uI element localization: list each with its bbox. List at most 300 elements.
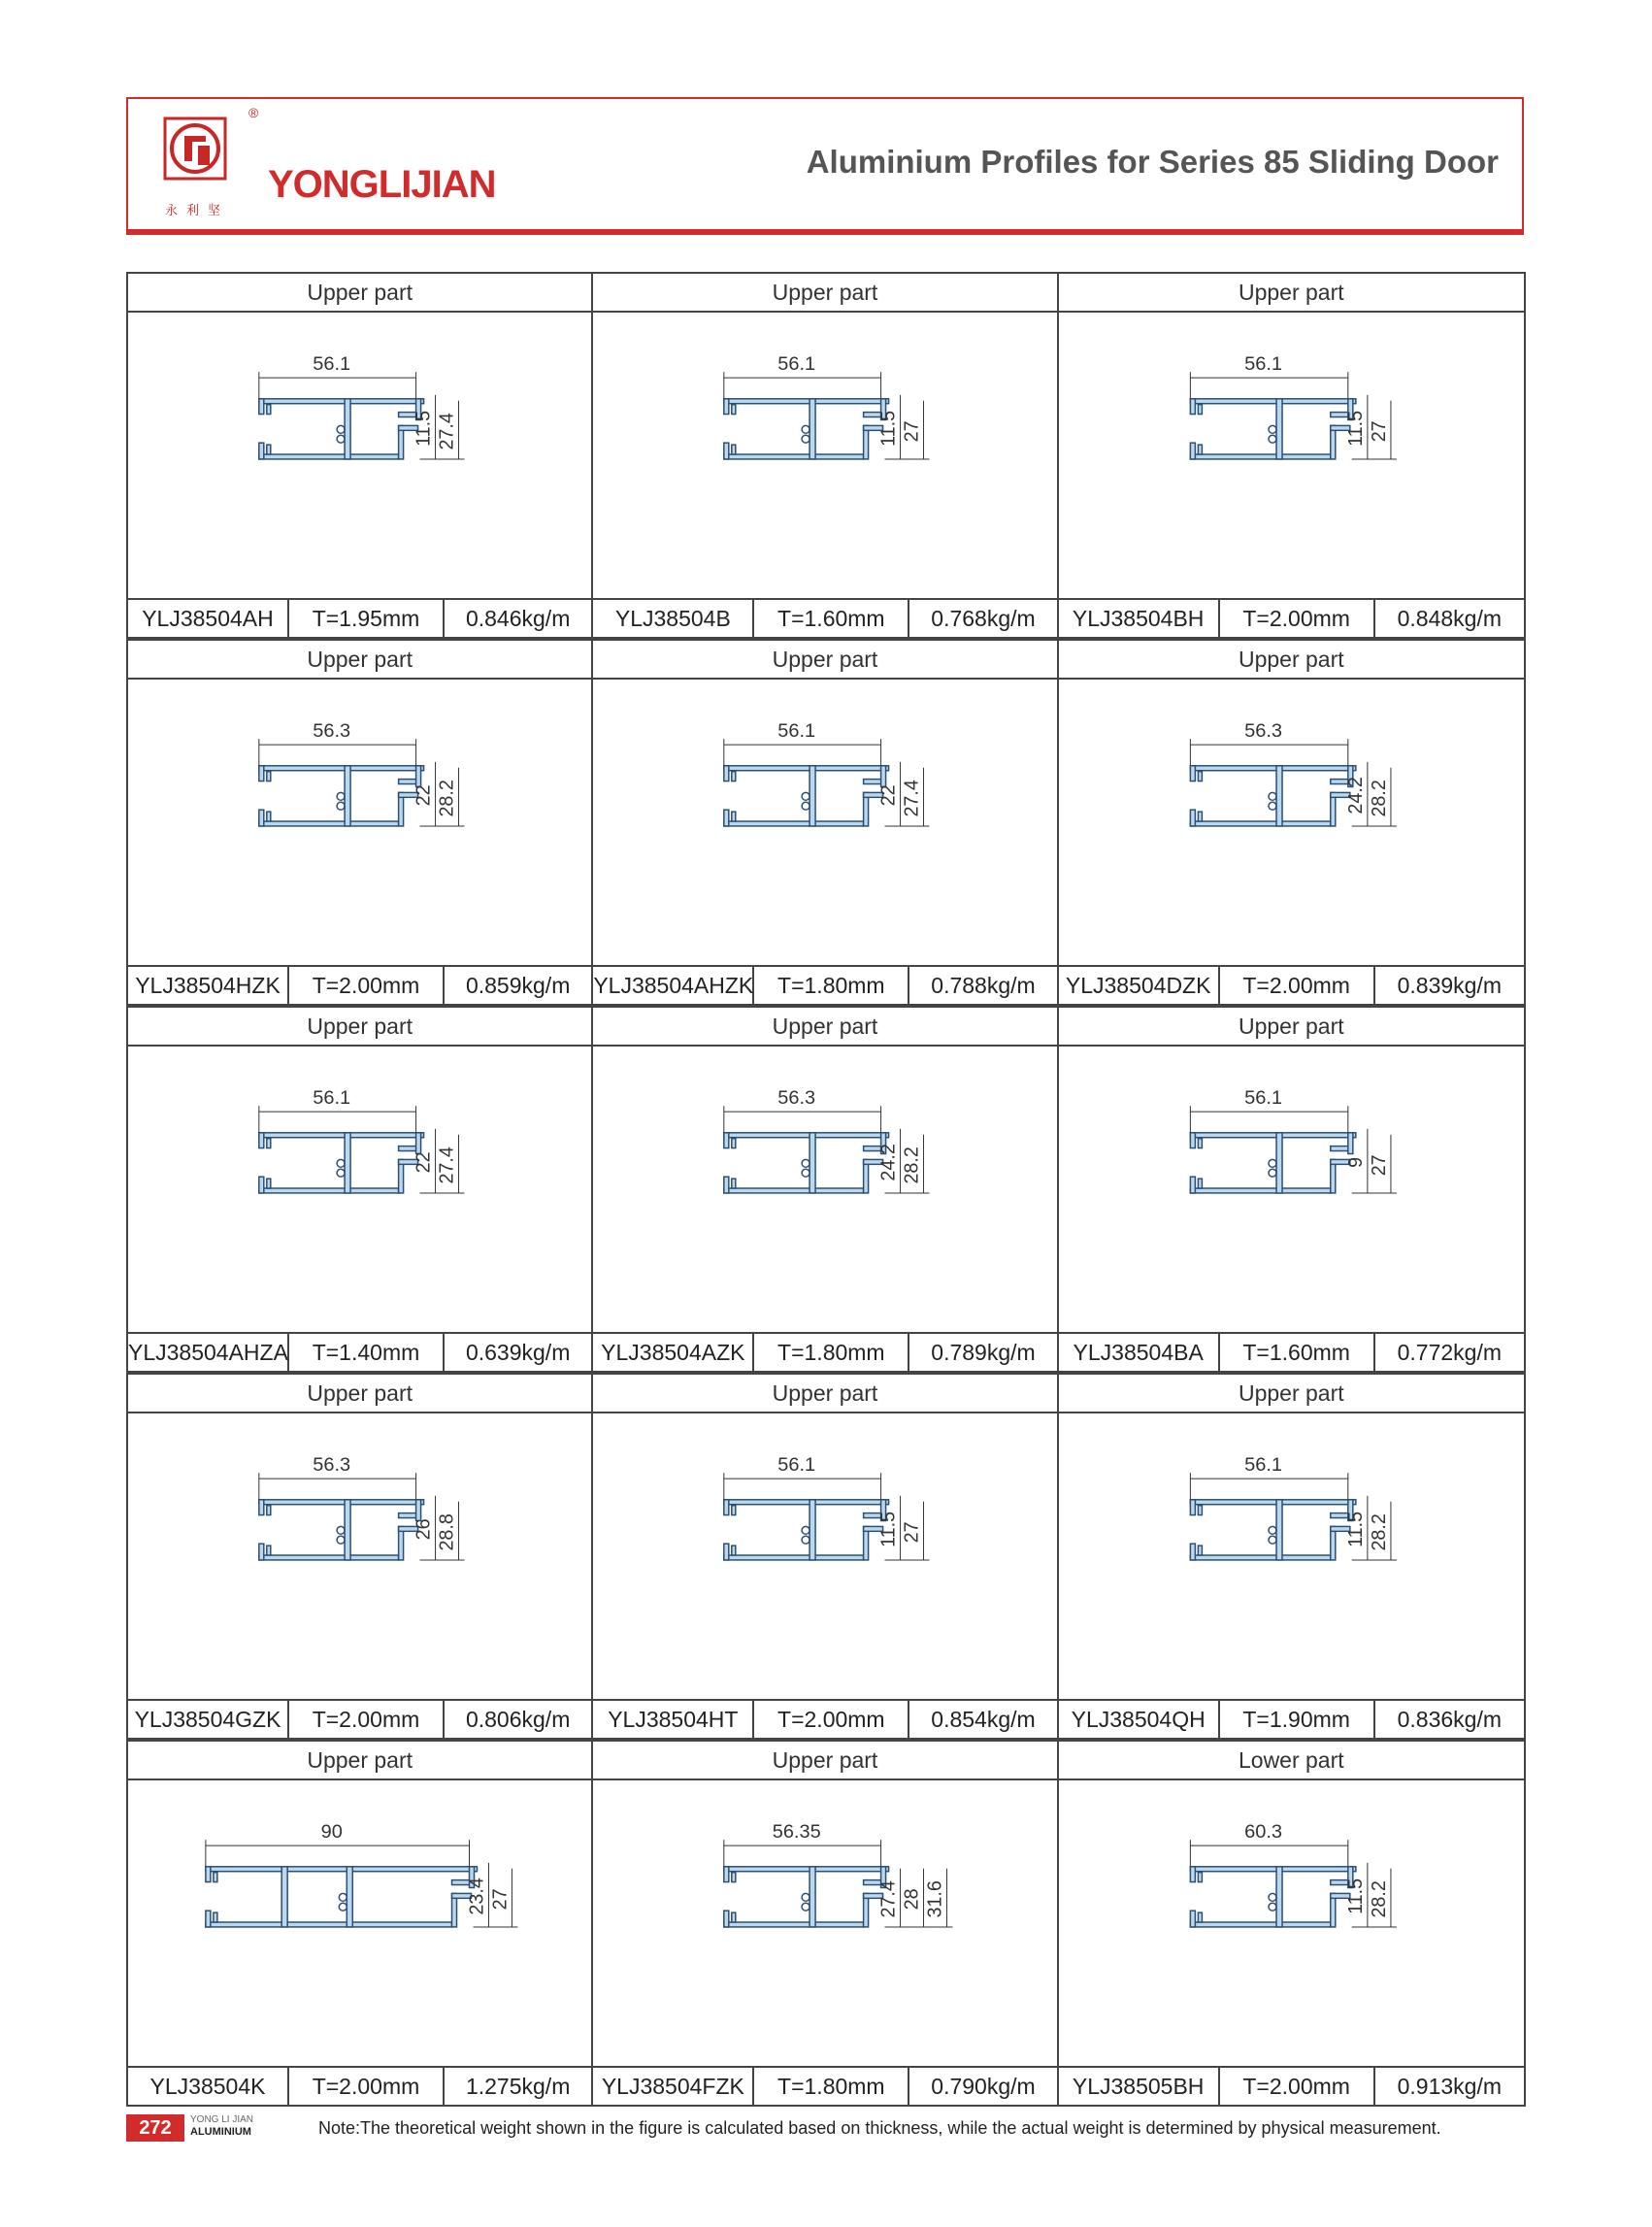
profile-part-label: Upper part	[128, 1008, 591, 1047]
profile-code: YLJ38504DZK	[1059, 967, 1220, 1004]
dimension-width-label: 56.1	[777, 720, 816, 743]
profile-left-lip-bottom	[267, 1546, 271, 1555]
profile-screw-port	[802, 1169, 809, 1177]
profile-code: YLJ38504AZK	[593, 1334, 754, 1371]
profile-top-flange	[1190, 1867, 1355, 1872]
profile-left-lip-bottom	[214, 1912, 217, 1922]
profile-weight: 0.859kg/m	[465, 973, 571, 998]
profile-left-hook-top	[1190, 399, 1195, 415]
profile-row	[126, 1006, 1526, 1373]
dimension-width-label: 56.1	[313, 353, 351, 376]
profile-bottom-flange	[1190, 821, 1330, 826]
profile-code: YLJ38504QH	[1059, 1701, 1220, 1738]
profile-left-lip-bottom	[1198, 1179, 1202, 1188]
dimension-height-label: 27	[1368, 420, 1390, 443]
profile-weight: 0.839kg/m	[1397, 973, 1503, 998]
profile-left-hook-top	[206, 1867, 211, 1882]
profile-card	[593, 1375, 1058, 1738]
profile-bottom-flange	[1190, 1188, 1330, 1193]
profile-screw-port	[1269, 1893, 1276, 1901]
profile-left-lip-top	[732, 772, 736, 781]
profile-spec-row	[1059, 598, 1524, 637]
profile-spec-row	[128, 1332, 591, 1371]
profile-left-lip-bottom	[267, 812, 271, 821]
profile-left-hook-top	[1190, 1133, 1195, 1148]
profile-section-diagram	[593, 680, 1056, 965]
profile-code: YLJ38504GZK	[128, 1701, 289, 1738]
dimension-height-label: 31.6	[924, 1880, 946, 1918]
page-header	[126, 97, 1524, 235]
profile-weight: 0.836kg/m	[1397, 1707, 1503, 1732]
profile-thickness: T=1.80mm	[754, 967, 909, 1004]
brand-chinese: 永利坚	[165, 204, 230, 218]
dimension-height-label: 27	[901, 420, 923, 443]
profile-spec-row	[1059, 1332, 1524, 1371]
profile-top-flange	[1190, 1133, 1355, 1138]
profile-part-label: Upper part	[593, 1742, 1056, 1780]
profile-section-diagram	[593, 1780, 1056, 2066]
profile-left-lip-top	[267, 405, 271, 415]
profile-section-diagram	[1059, 1413, 1524, 1699]
profile-code: YLJ38504BA	[1059, 1334, 1220, 1371]
profile-card	[128, 1008, 593, 1371]
footer-brand-sub: ALUMINIUM	[190, 2126, 251, 2138]
profile-left-hook-top	[724, 766, 729, 781]
profile-section-diagram	[1059, 1047, 1524, 1332]
profile-drawing	[593, 1047, 1056, 1332]
profile-left-lip-bottom	[732, 1546, 736, 1555]
profile-drawing	[128, 1413, 591, 1699]
dimension-height-label: 9	[1344, 1156, 1367, 1168]
dimension-width-label: 56.1	[1243, 353, 1282, 376]
profile-right-hook	[881, 766, 886, 787]
profile-section-diagram	[593, 313, 1056, 598]
profile-center-web	[1276, 766, 1282, 826]
profile-top-flange	[259, 1500, 424, 1505]
dimension-height-label: 28.2	[1368, 1880, 1390, 1918]
dimension-height-label: 24.2	[877, 1144, 900, 1181]
profile-thickness: T=2.00mm	[289, 1701, 445, 1738]
dimension-height-label: 11.5	[413, 410, 435, 447]
profile-weight: 0.854kg/m	[931, 1707, 1036, 1732]
profile-center-web	[809, 766, 815, 826]
profile-top-flange	[1190, 1500, 1355, 1505]
profile-screw-port	[802, 1526, 809, 1534]
profile-top-flange	[724, 1133, 889, 1138]
profile-part-label: Upper part	[1059, 641, 1524, 680]
profile-card	[128, 274, 593, 637]
page-title: Aluminium Profiles for Series 85 Sliding Door	[806, 144, 1499, 180]
profile-spec-row	[128, 598, 591, 637]
profile-screw-port	[1269, 1169, 1276, 1177]
profile-part-label: Upper part	[128, 1742, 591, 1780]
dimension-height-label: 22	[877, 784, 900, 807]
profile-left-hook-bottom	[1190, 443, 1195, 459]
profile-thickness: T=1.40mm	[289, 1334, 445, 1371]
dimension-height-label: 11.5	[877, 1511, 900, 1547]
profile-left-hook-bottom	[259, 443, 264, 459]
profile-center-web	[345, 1500, 350, 1560]
profile-spec-row	[593, 2066, 1056, 2105]
dimension-width-label: 90	[320, 1821, 343, 1844]
profile-left-lip-top	[1198, 1873, 1202, 1882]
profile-left-hook-bottom	[724, 1911, 729, 1927]
profile-left-hook-top	[724, 1500, 729, 1515]
dimension-height-label: 22	[413, 1151, 435, 1174]
profile-row	[126, 272, 1526, 639]
profile-screw-port	[339, 1903, 347, 1911]
profile-bottom-flange	[724, 1555, 864, 1560]
footnote: Note:The theoretical weight shown in the figure is calculated based on thickness, while the actual weight is determined by physical measurement.	[318, 2118, 1441, 2138]
profile-weight: 0.806kg/m	[465, 1707, 571, 1732]
profile-top-flange	[259, 399, 424, 404]
profile-drawing	[1059, 1780, 1524, 2066]
profile-left-hook-bottom	[724, 810, 729, 826]
profile-spec-row	[1059, 1699, 1524, 1738]
profile-drawing	[128, 1780, 591, 2066]
profile-section-diagram	[128, 1413, 591, 1699]
profile-left-lip-top	[214, 1873, 217, 1882]
profile-top-flange	[206, 1867, 478, 1872]
profile-screw-port	[802, 1536, 809, 1544]
dimension-height-label: 23.4	[466, 1878, 488, 1915]
profiles-table	[126, 272, 1526, 2107]
profile-section-diagram	[593, 1413, 1056, 1699]
dimension-height-label: 27.4	[436, 413, 458, 450]
profile-screw-port	[1269, 792, 1276, 800]
profile-left-lip-bottom	[267, 445, 271, 454]
profile-spec-row	[593, 1332, 1056, 1371]
profile-left-lip-bottom	[1198, 1546, 1202, 1555]
profile-spec-row	[1059, 2066, 1524, 2105]
profile-left-hook-bottom	[1190, 1544, 1195, 1560]
profile-weight: 0.790kg/m	[931, 2074, 1036, 2099]
profile-screw-port	[1269, 1159, 1276, 1167]
profile-center-web	[345, 766, 350, 826]
profile-section-diagram	[128, 1780, 591, 2066]
profile-section-diagram	[1059, 1780, 1524, 2066]
dimension-height-label: 24.2	[1344, 777, 1367, 814]
profile-weight: 0.788kg/m	[931, 973, 1036, 998]
profile-left-hook-bottom	[1190, 1177, 1195, 1193]
profile-card	[593, 1742, 1058, 2105]
profile-spec-row	[128, 1699, 591, 1738]
profile-left-lip-top	[267, 1139, 271, 1148]
profile-section-diagram	[128, 1047, 591, 1332]
profile-screw-port	[1269, 435, 1276, 443]
profile-weight: 0.768kg/m	[931, 606, 1036, 631]
profile-left-lip-top	[267, 1506, 271, 1515]
dimension-height-label: 28.2	[436, 780, 458, 817]
profile-card	[593, 274, 1058, 637]
profile-section-diagram	[1059, 680, 1524, 965]
profile-center-web	[1276, 1500, 1282, 1560]
profile-card	[1059, 274, 1524, 637]
dimension-height-label: 27.4	[436, 1147, 458, 1184]
profile-drawing	[593, 1780, 1056, 2066]
profile-weight: 0.846kg/m	[465, 606, 571, 631]
profile-center-web	[809, 1133, 815, 1193]
profile-drawing	[128, 680, 591, 965]
profile-card	[1059, 1008, 1524, 1371]
profile-right-hook	[1347, 1133, 1352, 1154]
profile-spec-row	[593, 598, 1056, 637]
profile-left-lip-top	[732, 1506, 736, 1515]
profile-center-web	[1276, 399, 1282, 459]
profile-weight: 1.275kg/m	[465, 2074, 571, 2099]
profile-drawing	[128, 1047, 591, 1332]
dimension-width-label: 56.1	[1243, 1454, 1282, 1477]
profile-drawing	[1059, 313, 1524, 598]
profile-weight: 0.848kg/m	[1397, 606, 1503, 631]
profile-part-label: Upper part	[128, 1375, 591, 1413]
dimension-height-label: 28.2	[901, 1147, 923, 1184]
profile-left-hook-top	[1190, 766, 1195, 781]
profile-left-hook-bottom	[259, 1544, 264, 1560]
profile-left-hook-bottom	[206, 1911, 211, 1927]
profile-row	[126, 639, 1526, 1006]
profile-card	[1059, 1375, 1524, 1738]
profile-drawing	[593, 313, 1056, 598]
profile-left-lip-bottom	[267, 1179, 271, 1188]
profile-top-flange	[259, 1133, 424, 1138]
profile-screw-port	[802, 802, 809, 810]
profile-thickness: T=1.80mm	[754, 1334, 909, 1371]
profile-left-hook-top	[1190, 1867, 1195, 1882]
profile-card	[1059, 641, 1524, 1004]
profile-bottom-flange	[724, 1188, 864, 1193]
profile-left-hook-bottom	[259, 810, 264, 826]
profile-drawing	[128, 313, 591, 598]
profile-spec-row	[1059, 965, 1524, 1004]
profile-left-hook-bottom	[259, 1177, 264, 1193]
profile-inner-web	[281, 1867, 287, 1927]
dimension-width-label: 56.35	[773, 1821, 822, 1844]
dimension-height-label: 22	[413, 784, 435, 807]
profile-screw-port	[1269, 802, 1276, 810]
profile-screw-port	[337, 435, 345, 443]
profile-screw-port	[1269, 1903, 1276, 1911]
dimension-width-label: 56.3	[777, 1087, 816, 1110]
profile-left-hook-top	[1190, 1500, 1195, 1515]
profile-left-lip-top	[1198, 1506, 1202, 1515]
profile-screw-port	[337, 1536, 345, 1544]
profile-part-label: Upper part	[1059, 274, 1524, 313]
profile-left-lip-bottom	[732, 812, 736, 821]
profile-top-flange	[1190, 766, 1355, 771]
profile-card	[593, 641, 1058, 1004]
brand-name: YONGLIJIAN	[268, 163, 496, 206]
profile-bottom-flange	[259, 821, 399, 826]
dimension-height-label: 11.5	[1344, 1878, 1367, 1914]
profile-center-web	[345, 399, 350, 459]
profile-left-hook-top	[259, 1500, 264, 1515]
profile-screw-port	[337, 1526, 345, 1534]
profile-code: YLJ38504HZK	[128, 967, 289, 1004]
profile-code: YLJ38504AHZA	[128, 1334, 289, 1371]
profile-screw-port	[802, 1159, 809, 1167]
profile-center-web	[1276, 1133, 1282, 1193]
profile-left-hook-bottom	[1190, 1911, 1195, 1927]
profile-row	[126, 1373, 1526, 1740]
profile-card	[128, 1742, 593, 2105]
profile-weight: 0.789kg/m	[931, 1340, 1036, 1365]
dimension-height-label: 28.2	[1368, 780, 1390, 817]
profile-section-diagram	[128, 680, 591, 965]
profile-code: YLJ38504AHZK	[593, 967, 754, 1004]
profile-spec-row	[593, 965, 1056, 1004]
profile-thickness: T=1.60mm	[754, 600, 909, 637]
profile-bottom-flange	[724, 1922, 864, 1927]
profile-section-diagram	[1059, 313, 1524, 598]
profile-part-label: Upper part	[1059, 1375, 1524, 1413]
profile-part-label: Upper part	[128, 641, 591, 680]
dimension-width-label: 56.3	[1243, 720, 1282, 743]
footer-brand-name: YONG LI JIAN	[190, 2114, 254, 2125]
profile-screw-port	[1269, 1536, 1276, 1544]
profile-section-diagram	[593, 1047, 1056, 1332]
profile-left-hook-top	[259, 399, 264, 415]
dimension-height-label: 28.8	[436, 1513, 458, 1551]
profile-thickness: T=2.00mm	[1220, 600, 1375, 637]
profile-thickness: T=2.00mm	[289, 2068, 445, 2105]
company-logo-icon	[163, 116, 227, 194]
profile-card	[128, 1375, 593, 1738]
profile-part-label: Upper part	[128, 274, 591, 313]
profile-thickness: T=1.60mm	[1220, 1334, 1375, 1371]
profile-thickness: T=1.90mm	[1220, 1701, 1375, 1738]
profile-left-hook-bottom	[724, 443, 729, 459]
dimension-height-label: 27.4	[901, 780, 923, 817]
profile-section-diagram	[128, 313, 591, 598]
dimension-height-label: 11.5	[1344, 410, 1367, 447]
dimension-height-label: 11.5	[1344, 1511, 1367, 1547]
profile-code: YLJ38504K	[128, 2068, 289, 2105]
profile-center-web	[345, 1133, 350, 1193]
profile-screw-port	[337, 1159, 345, 1167]
dimension-height-label: 27	[489, 1888, 512, 1911]
profile-top-flange	[724, 1500, 889, 1505]
registered-mark: ®	[248, 105, 259, 120]
profile-thickness: T=1.95mm	[289, 600, 445, 637]
profile-left-lip-bottom	[732, 1179, 736, 1188]
profile-bottom-flange	[724, 821, 864, 826]
dimension-height-label: 28.2	[1368, 1513, 1390, 1551]
profile-center-web	[347, 1867, 352, 1927]
profile-left-lip-top	[1198, 1139, 1202, 1148]
profile-screw-port	[339, 1893, 347, 1901]
profile-screw-port	[337, 425, 345, 433]
profile-bottom-flange	[259, 454, 399, 459]
profile-left-hook-bottom	[724, 1177, 729, 1193]
profile-left-hook-top	[259, 1133, 264, 1148]
profile-thickness: T=2.00mm	[1220, 967, 1375, 1004]
profile-top-flange	[724, 399, 889, 404]
profile-code: YLJ38504FZK	[593, 2068, 754, 2105]
profile-screw-port	[802, 1893, 809, 1901]
profile-left-hook-top	[724, 1133, 729, 1148]
profile-left-hook-bottom	[724, 1544, 729, 1560]
profile-part-label: Upper part	[593, 274, 1056, 313]
dimension-width-label: 56.1	[313, 1087, 351, 1110]
profile-right-hook	[416, 1133, 421, 1154]
profile-code: YLJ38504AH	[128, 600, 289, 637]
profile-code: YLJ38504B	[593, 600, 754, 637]
profile-screw-port	[802, 792, 809, 800]
profile-left-lip-bottom	[1198, 1912, 1202, 1922]
dimension-width-label: 56.3	[313, 720, 351, 743]
profile-screw-port	[337, 802, 345, 810]
profile-thickness: T=2.00mm	[289, 967, 445, 1004]
page-number: 272	[126, 2114, 184, 2142]
profile-drawing	[593, 1413, 1056, 1699]
profile-drawing	[1059, 680, 1524, 965]
profile-screw-port	[802, 1903, 809, 1911]
profile-center-web	[809, 399, 815, 459]
profile-left-lip-bottom	[1198, 812, 1202, 821]
footer-brand	[190, 2114, 253, 2138]
profile-bottom-flange	[1190, 1922, 1330, 1927]
profile-bottom-flange	[724, 454, 864, 459]
profile-drawing	[1059, 1047, 1524, 1332]
profile-thickness: T=2.00mm	[754, 1701, 909, 1738]
profile-left-lip-top	[732, 1139, 736, 1148]
profile-center-web	[809, 1867, 815, 1927]
profile-part-label: Upper part	[1059, 1008, 1524, 1047]
profile-bottom-flange	[1190, 454, 1330, 459]
profile-spec-row	[128, 965, 591, 1004]
profile-left-lip-top	[267, 772, 271, 781]
profile-part-label: Upper part	[593, 1375, 1056, 1413]
dimension-height-label: 27	[1368, 1154, 1390, 1177]
profile-left-lip-top	[1198, 772, 1202, 781]
profile-center-web	[809, 1500, 815, 1560]
dimension-width-label: 56.1	[777, 1454, 816, 1477]
profile-left-hook-top	[259, 766, 264, 781]
dimension-width-label: 56.1	[1243, 1087, 1282, 1110]
profile-left-hook-bottom	[1190, 810, 1195, 826]
profile-right-hook	[416, 1500, 421, 1521]
profile-card	[1059, 1742, 1524, 2105]
profile-weight: 0.913kg/m	[1397, 2074, 1503, 2099]
profile-left-hook-top	[724, 1867, 729, 1882]
profile-screw-port	[337, 792, 345, 800]
profile-right-hook	[416, 766, 421, 787]
profile-top-flange	[724, 766, 889, 771]
profile-part-label: Upper part	[593, 1008, 1056, 1047]
dimension-width-label: 56.3	[313, 1454, 351, 1477]
dimension-width-label: 60.3	[1243, 1821, 1282, 1844]
dimension-height-label: 27	[901, 1521, 923, 1544]
profile-bottom-flange	[1190, 1555, 1330, 1560]
profile-left-lip-top	[1198, 405, 1202, 415]
profile-screw-port	[1269, 1526, 1276, 1534]
profile-code: YLJ38504BH	[1059, 600, 1220, 637]
profile-left-lip-bottom	[732, 445, 736, 454]
profile-card	[128, 641, 593, 1004]
profile-part-label: Upper part	[593, 641, 1056, 680]
dimension-height-label: 27.4	[877, 1880, 900, 1918]
profile-part-label: Lower part	[1059, 1742, 1524, 1780]
profile-drawing	[593, 680, 1056, 965]
profile-top-flange	[1190, 399, 1355, 404]
profile-screw-port	[802, 435, 809, 443]
profile-bottom-flange	[259, 1188, 399, 1193]
profile-screw-port	[802, 425, 809, 433]
dimension-height-label: 26	[413, 1518, 435, 1541]
profile-top-flange	[724, 1867, 889, 1872]
profile-spec-row	[128, 2066, 591, 2105]
